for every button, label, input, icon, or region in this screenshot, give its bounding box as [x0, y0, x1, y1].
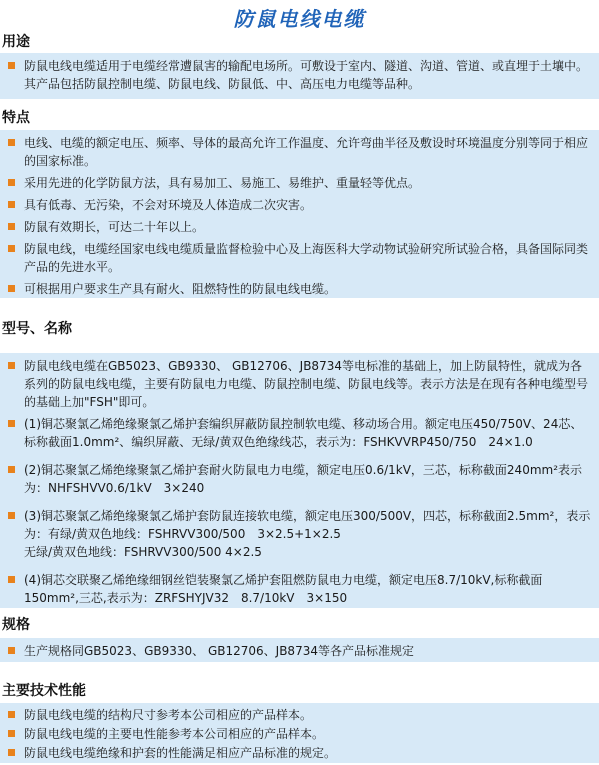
list-item: 防鼠电线电缆适用于电缆经常遭鼠害的输配电场所。可敷设于室内、隧道、沟道、管道、或直埋于土壤中。其产品包括防鼠控制电缆、防鼠电线、防鼠低、中、高压电力电缆等品种。 [0, 57, 591, 93]
list-item: 具有低毒、无污染，不会对环境及人体造成二次灾害。 [0, 196, 591, 214]
list-item: 采用先进的化学防鼠方法，具有易加工、易施工、易维护、重量轻等优点。 [0, 174, 591, 192]
section-heading-spec: 规格 [2, 617, 30, 633]
bullet-icon [8, 201, 15, 208]
bullet-icon [8, 711, 15, 718]
list-item: 防鼠电线电缆的结构尺寸参考本公司相应的产品样本。 [0, 706, 591, 724]
bullet-icon [8, 223, 15, 230]
bullet-icon [8, 139, 15, 146]
list-item: 生产规格同GB5023、GB9330、 GB12706、JB8734等各产品标准规定 [0, 642, 591, 660]
list-item: (4)铜芯交联聚乙烯绝缘细钢丝铠装聚氯乙烯护套阻燃防鼠电力电缆，额定电压8.7/10kV,标称截面150mm²,三芯,表示为：ZRFSHYJV32 8.7/10kV 3×150 [0, 571, 591, 607]
bullet-icon [8, 466, 15, 473]
bullet-icon [8, 749, 15, 756]
list-item: 电线、电缆的额定电压、频率、导体的最高允许工作温度、允许弯曲半径及敷设时环境温度分别等同于相应的国家标准。 [0, 134, 591, 170]
section-body-spec [0, 638, 599, 662]
bullet-icon [8, 576, 15, 583]
bullet-icon [8, 245, 15, 252]
list-item: 防鼠有效期长，可达二十年以上。 [0, 218, 591, 236]
list-item: 防鼠电线，电缆经国家电线电缆质量监督检验中心及上海医科大学动物试验研究所试验合格，具备国际同类产品的先进水平。 [0, 240, 591, 276]
bullet-icon [8, 179, 15, 186]
bullet-icon [8, 730, 15, 737]
list-item: 防鼠电线电缆在GB5023、GB9330、 GB12706、JB8734等电标准的基础上，加上防鼠特性，就成为各系列的防鼠电线电缆，主要有防鼠电力电缆、防鼠控制电缆、防鼠电线等。表示方法是在现有各种电缆型号的基础上加"FSH"即可。 [0, 357, 591, 411]
section-body-models [0, 353, 599, 608]
list-item: (2)铜芯聚氯乙烯绝缘聚氯乙烯护套耐火防鼠电力电缆，额定电压0.6/1kV，三芯，标称截面240mm²表示为：NHFSHVV0.6/1kV 3×240 [0, 461, 591, 497]
list-item: 可根据用户要求生产具有耐火、阻燃特性的防鼠电线电缆。 [0, 280, 591, 298]
section-body-features [0, 130, 599, 298]
bullet-icon [8, 512, 15, 519]
list-item: 防鼠电线电缆的主要电性能参考本公司相应的产品样本。 [0, 725, 591, 743]
bullet-icon [8, 420, 15, 427]
list-item: 防鼠电线电缆绝缘和护套的性能满足相应产品标准的规定。 [0, 744, 591, 762]
list-item: (3)铜芯聚氯乙烯绝缘聚氯乙烯护套防鼠连接软电缆，额定电压300/500V，四芯，标称截面2.5mm²，表示为：有绿/黄双色地线：FSHRVV300/500 3×2.5+1×2.5 无绿/黄双色地线：FSHRVV300/500 4×2.5 [0, 507, 591, 561]
section-heading-features: 特点 [2, 110, 30, 126]
section-heading-performance: 主要技术性能 [2, 683, 86, 699]
bullet-icon [8, 62, 15, 69]
section-heading-usage: 用途 [2, 34, 30, 50]
section-body-performance [0, 703, 599, 763]
bullet-icon [8, 362, 15, 369]
page-title: 防鼠电线电缆 [233, 7, 366, 31]
list-item: (1)铜芯聚氯乙烯绝缘聚氯乙烯护套编织屏蔽防鼠控制软电缆、移动场合用。额定电压450/750V、24芯、标称截面1.0mm²、编织屏蔽、无绿/黄双色绝缘线芯，表示为：FSHKVVRP450/750 24×1.0 [0, 415, 591, 451]
section-body-usage [0, 53, 599, 99]
bullet-icon [8, 285, 15, 292]
section-heading-models: 型号、名称 [2, 321, 72, 337]
bullet-icon [8, 647, 15, 654]
